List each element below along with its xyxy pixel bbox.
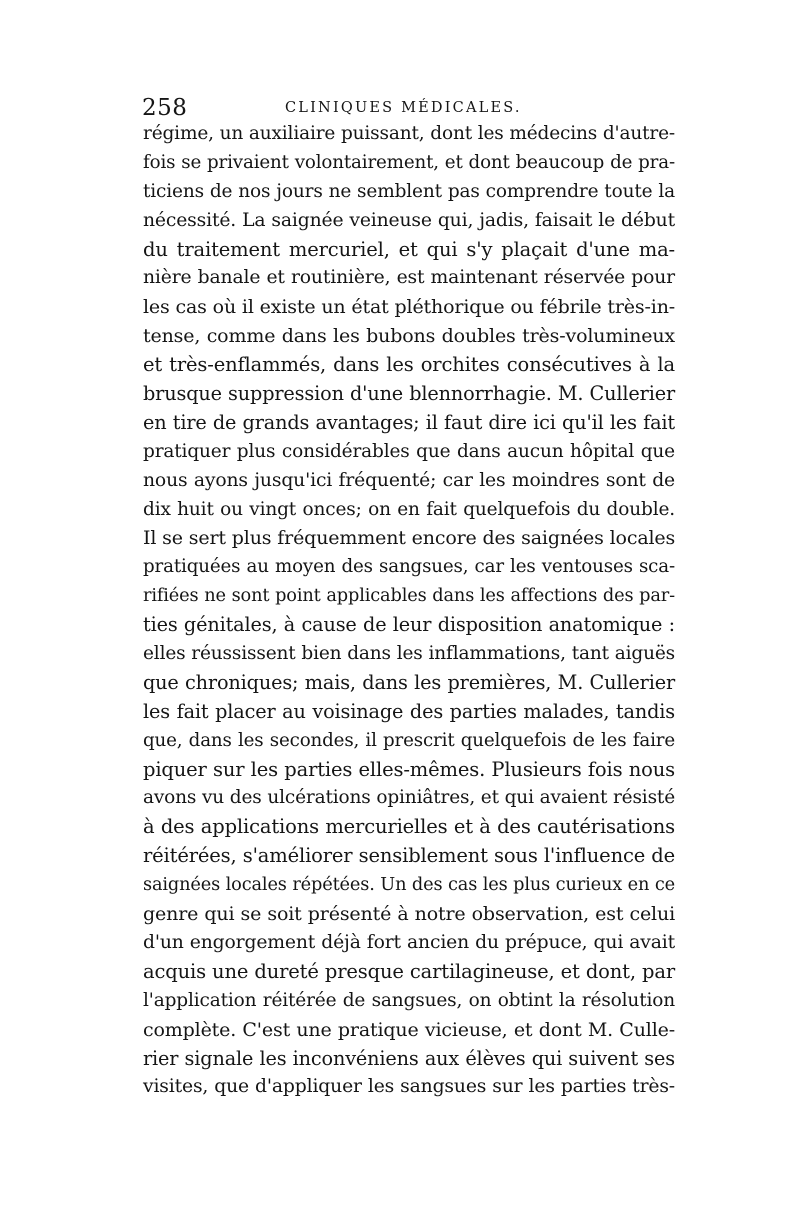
text-line: visites, que d'appliquer les sangsues sur les parties très- <box>143 1076 675 1098</box>
text-line: l'application réitérée de sangsues, on obtint la résolution <box>143 989 675 1011</box>
text-line: les fait placer au voisinage des parties malades, tandis <box>143 699 675 723</box>
text-line: complète. C'est une pratique vicieuse, et dont M. Culle- <box>143 1018 675 1041</box>
text-line: Il se sert plus fréquemment encore des saignées locales <box>143 527 676 550</box>
text-line: et très-enflammés, dans les orchites consécutives à la <box>143 353 675 377</box>
text-line: saignées locales répétées. Un des cas les plus curieux en ce <box>143 875 675 896</box>
text-line: que chroniques; mais, dans les premières, M. Cullerier <box>143 670 675 694</box>
text-line: nous ayons jusqu'ici fréquenté; car les moindres sont de <box>143 469 675 491</box>
text-line: régime, un auxiliaire puissant, dont les médecins d'autre- <box>143 123 676 144</box>
text-line: genre qui se soit présenté à notre observation, est celui <box>143 903 675 926</box>
text-line: pratiquées au moyen des sangsues, car les ventouses sca- <box>143 556 675 578</box>
text-line: que, dans les secondes, il prescrit quelquefois de les faire <box>143 729 675 751</box>
text-line: brusque suppression d'une blennorrhagie. M. Cullerier <box>143 382 675 406</box>
text-line: piquer sur les parties elles-mêmes. Plusieurs fois nous <box>143 757 675 781</box>
text-line: rier signale les inconvéniens aux élèves qui suivent ses <box>143 1046 675 1070</box>
text-line: pratiquer plus considérables que dans aucun hôpital que <box>143 440 675 462</box>
text-line: avons vu des ulcérations opiniâtres, et qui avaient résisté <box>143 787 676 809</box>
text-line: réitérées, s'améliorer sensiblement sous l'influence de <box>143 844 675 868</box>
text-line: les cas où il existe un état pléthorique ou fébrile très-in- <box>143 296 676 319</box>
page-number: 258 <box>142 95 188 121</box>
text-line: ticiens de nos jours ne semblent pas comprendre toute la <box>143 180 675 202</box>
text-line: nière banale et routinière, est maintenant réservée pour <box>143 267 675 289</box>
text-line: elles réussissent bien dans les inflammations, tant aiguës <box>143 643 675 665</box>
body-text <box>143 120 675 1102</box>
running-title: CLINIQUES MÉDICALES. <box>285 100 522 116</box>
text-line: tense, comme dans les bubons doubles très-volumineux <box>143 325 675 348</box>
text-line: ties génitales, à cause de leur disposition anatomique : <box>143 613 675 637</box>
text-line: d'un engorgement déjà fort ancien du prépuce, qui avait <box>143 931 675 953</box>
text-line: acquis une dureté presque cartilagineuse, et dont, par <box>143 959 675 983</box>
text-line: fois se privaient volontairement, et dont beaucoup de pra- <box>143 151 675 173</box>
text-line: rifiées ne sont point applicables dans les affections des par- <box>143 586 675 607</box>
text-line: dix huit ou vingt onces; on en fait quelquefois du double. <box>143 498 675 520</box>
text-line: en tire de grands avantages; il faut dire ici qu'il les fait <box>143 410 675 434</box>
text-line: à des applications mercurielles et à des cautérisations <box>143 815 675 839</box>
text-line: nécessité. La saignée veineuse qui, jadis, faisait le début <box>143 209 675 231</box>
text-line: du traitement mercuriel, et qui s'y plaçait d'une ma- <box>143 237 675 261</box>
